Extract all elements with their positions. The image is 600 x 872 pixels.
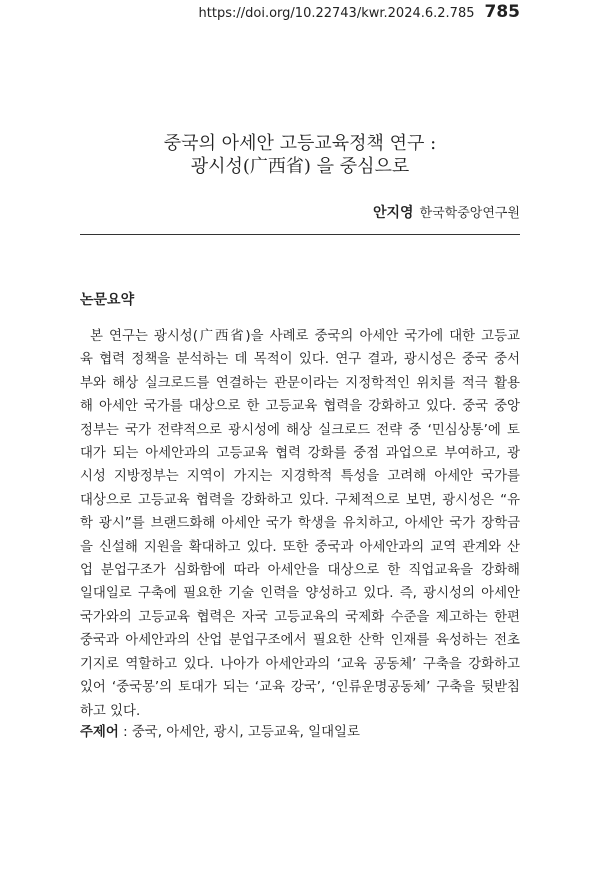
- divider: [80, 234, 520, 235]
- abstract-line: 업 분업구조가 심화함에 따라 아세안을 대상으로 한 직업교육을 강화해: [80, 563, 520, 579]
- keywords-value: 중국, 아세안, 광시, 고등교육, 일대일로: [131, 725, 360, 740]
- author-block: [373, 202, 520, 222]
- page-number: 785: [484, 2, 520, 22]
- abstract-line: 육 협력 정책을 분석하는 데 목적이 있다. 연구 결과, 광시성은 중국 중서: [80, 352, 520, 368]
- abstract-line: 부와 해상 실크로드를 연결하는 관문이라는 지정학적인 위치를 적극 활용: [80, 375, 520, 391]
- abstract-line: 있어 ‘중국몽’의 토대가 되는 ‘교육 강국’, ‘인류운명공동체’ 구축을 뒷받침: [80, 680, 520, 696]
- doi-link[interactable]: https://doi.org/10.22743/kwr.2024.6.2.785: [198, 6, 475, 21]
- abstract-line: 대가 되는 아세안과의 고등교육 협력 강화를 중점 과업으로 부여하고, 광: [80, 446, 520, 462]
- abstract-line: 일대일로 구축에 필요한 기술 인력을 양성하고 있다. 즉, 광시성의 아세안: [80, 586, 520, 602]
- abstract-line: 해 아세안 국가를 대상으로 한 고등교육 협력을 강화하고 있다. 중국 중앙: [80, 399, 520, 415]
- title-line-2: 광시성(广西省) 을 중심으로: [190, 156, 410, 177]
- abstract-heading: 논문요약: [80, 292, 135, 308]
- author-affiliation: 한국학중앙연구원: [419, 206, 520, 221]
- keywords-label: 주제어: [80, 725, 119, 740]
- abstract-line: 기지로 역할하고 있다. 나아가 아세안과의 ‘교육 공동체’ 구축을 강화하고: [80, 656, 520, 672]
- abstract-line: 정부는 국가 전략적으로 광시성에 해상 실크로드 전략 중 ‘민심상통’에 토: [80, 422, 520, 438]
- abstract-line: 국가와의 고등교육 협력은 자국 고등교육의 국제화 수준을 제고하는 한편: [80, 609, 520, 625]
- abstract-line: 본 연구는 광시성(广西省)을 사례로 중국의 아세안 국가에 대한 고등교: [90, 329, 520, 344]
- keywords: [80, 721, 360, 740]
- author-name: 안지영: [372, 205, 414, 221]
- keywords-separator: :: [118, 725, 132, 740]
- title-line-1: 중국의 아세안 고등교육정책 연구 :: [163, 133, 437, 154]
- abstract-body: [80, 325, 520, 723]
- page-header: [199, 2, 520, 22]
- paper-title: [0, 132, 600, 178]
- abstract-line: 대상으로 고등교육 협력을 강화하고 있다. 구체적으로 보면, 광시성은 “유: [80, 492, 520, 508]
- abstract-line: 하고 있다.: [80, 703, 141, 719]
- abstract-line: 을 신설해 지원을 확대하고 있다. 또한 중국과 아세안과의 교역 관계와 산: [80, 539, 520, 555]
- abstract-line: 중국과 아세안과의 산업 분업구조에서 필요한 산학 인재를 육성하는 전초: [80, 633, 520, 649]
- abstract-line: 시성 지방정부는 지역이 가지는 지경학적 특성을 고려해 아세안 국가를: [80, 469, 520, 485]
- abstract-line: 학 광시”를 브랜드화해 아세안 국가 학생을 유치하고, 아세안 국가 장학금: [80, 516, 520, 532]
